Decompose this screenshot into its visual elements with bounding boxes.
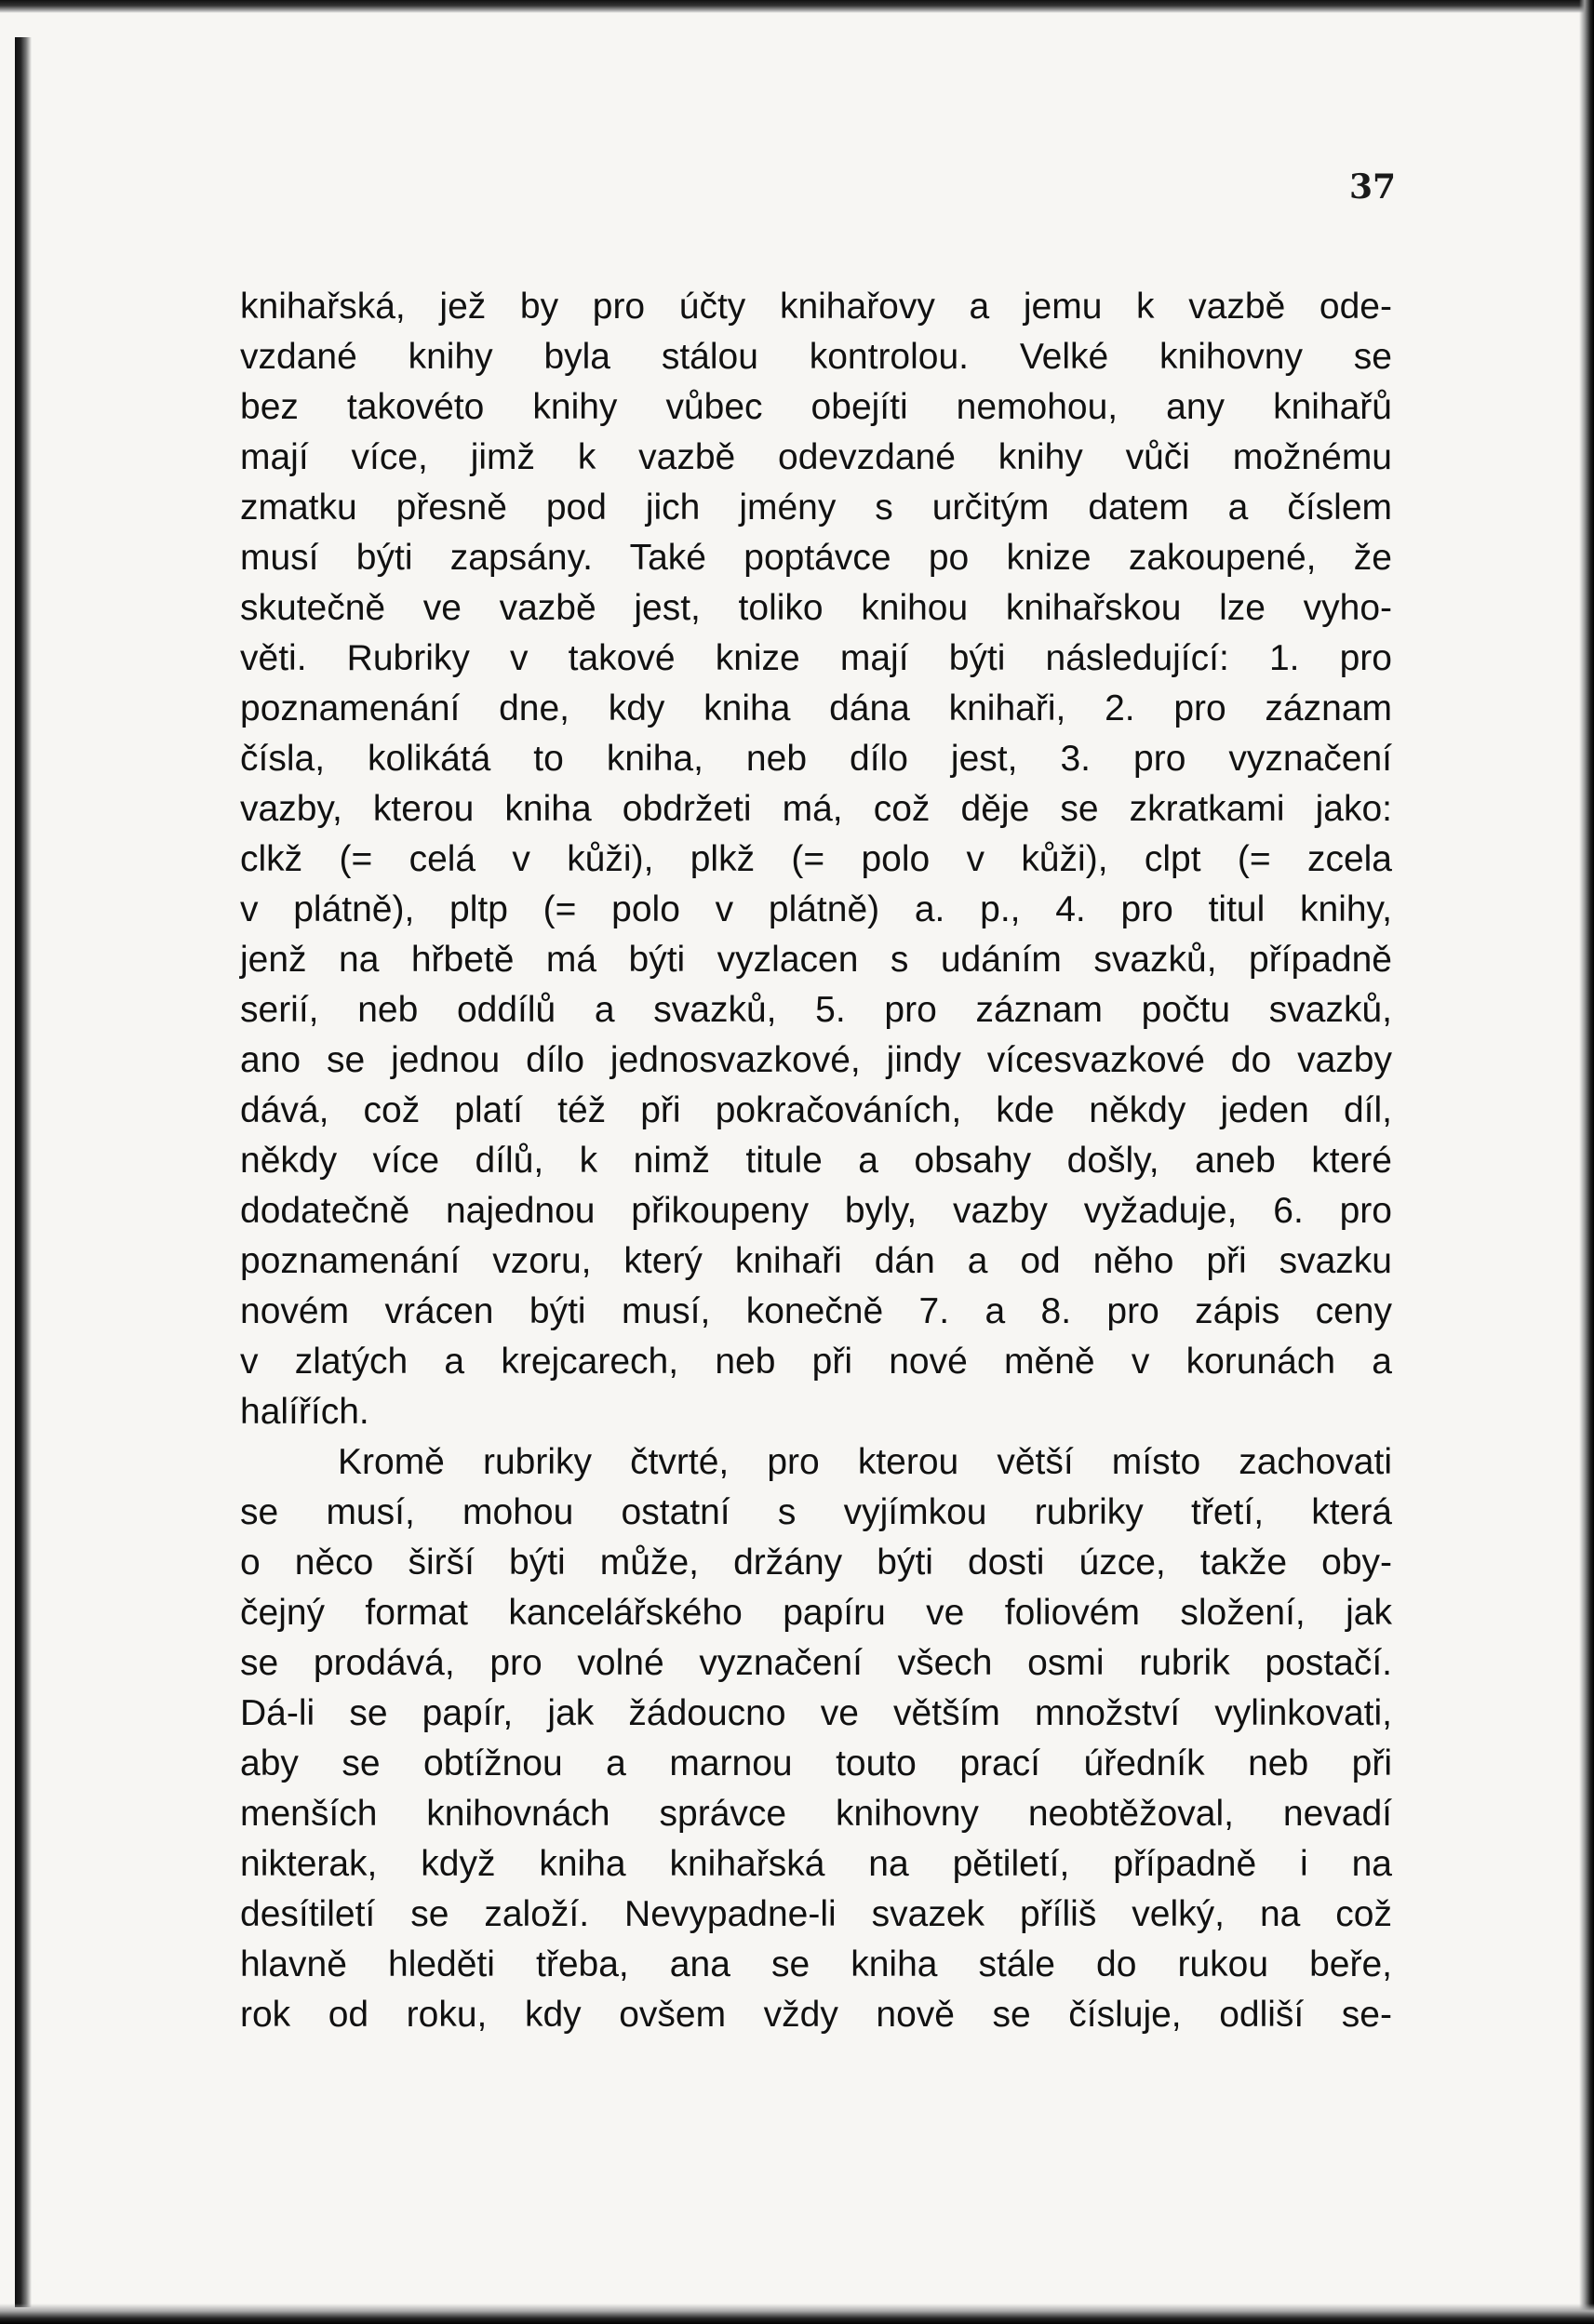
text-line: zmatku přesně pod jich jmény s určitým datem a číslem bbox=[240, 488, 1392, 528]
text-line: čejný format kancelářského papíru ve foliovém složení, jak bbox=[240, 1593, 1392, 1633]
page-number: 37 bbox=[1349, 167, 1397, 207]
text-line: serií, neb oddílů a svazků, 5. pro záznam počtu svazků, bbox=[240, 990, 1392, 1030]
text-line: musí býti zapsány. Také poptávce po knize zakoupené, že bbox=[240, 538, 1392, 578]
text-line: Dá-li se papír, jak žádoucno ve větším množství vylinkovati, bbox=[240, 1693, 1392, 1733]
text-line: vzdané knihy byla stálou kontrolou. Velké knihovny se bbox=[240, 337, 1392, 377]
text-line: aby se obtížnou a marnou touto prací úředník neb při bbox=[240, 1743, 1392, 1783]
text-line: někdy více dílů, k nimž titule a obsahy došly, aneb které bbox=[240, 1141, 1392, 1181]
text-line: jenž na hřbetě má býti vyzlacen s udáním svazků, případně bbox=[240, 940, 1392, 980]
paragraph-1 bbox=[240, 282, 1392, 1437]
text-line: v plátně), pltp (= polo v plátně) a. p., 4. pro titul knihy, bbox=[240, 889, 1392, 929]
text-line: čísla, kolikátá to kniha, neb dílo jest, 3. pro vyznačení bbox=[240, 739, 1392, 779]
text-line: nikterak, když kniha knihařská na pětiletí, případně i na bbox=[240, 1844, 1392, 1884]
text-line: rok od roku, kdy ovšem vždy nově se čísluje, odliší se- bbox=[240, 1995, 1392, 2035]
paragraph-2 bbox=[240, 1437, 1392, 2040]
text-line: desítiletí se založí. Nevypadne-li svazek příliš velký, na což bbox=[240, 1894, 1392, 1934]
text-line: bez takovéto knihy vůbec obejíti nemohou, any knihařů bbox=[240, 387, 1392, 427]
text-line: věti. Rubriky v takové knize mají býti následující: 1. pro bbox=[240, 638, 1392, 678]
text-line: o něco širší býti může, držány býti dosti úzce, takže oby- bbox=[240, 1543, 1392, 1583]
text-line: Kromě rubriky čtvrté, pro kterou větší místo zachovati bbox=[338, 1442, 1392, 1482]
text-line: poznamenání vzoru, který knihaři dán a od něho při svazku bbox=[240, 1241, 1392, 1281]
text-line: mají více, jimž k vazbě odevzdané knihy vůči možnému bbox=[240, 437, 1392, 477]
text-line: v zlatých a krejcarech, neb při nové měně v korunách a bbox=[240, 1342, 1392, 1382]
scan-top-shadow bbox=[0, 0, 1594, 13]
text-line: halířích. bbox=[240, 1392, 369, 1432]
text-line: dodatečně najednou přikoupeny byly, vazby vyžaduje, 6. pro bbox=[240, 1191, 1392, 1231]
text-line: novém vrácen býti musí, konečně 7. a 8. pro zápis ceny bbox=[240, 1291, 1392, 1331]
scan-left-edge bbox=[15, 37, 32, 2307]
text-line: poznamenání dne, kdy kniha dána knihaři, 2. pro záznam bbox=[240, 688, 1392, 728]
text-line: se musí, mohou ostatní s vyjímkou rubriky třetí, která bbox=[240, 1492, 1392, 1532]
body-text bbox=[240, 282, 1392, 2040]
scan-right-edge bbox=[1579, 0, 1594, 2324]
scan-bottom-edge bbox=[0, 2304, 1594, 2324]
text-line: ano se jednou dílo jednosvazkové, jindy vícesvazkové do vazby bbox=[240, 1040, 1392, 1080]
text-line: clkž (= celá v kůži), plkž (= polo v kůži), clpt (= zcela bbox=[240, 839, 1392, 879]
text-line: dává, což platí též při pokračováních, kde někdy jeden díl, bbox=[240, 1090, 1392, 1130]
text-line: skutečně ve vazbě jest, toliko knihou knihařskou lze vyho- bbox=[240, 588, 1392, 628]
text-line: hlavně hleděti třeba, ana se kniha stále do rukou beře, bbox=[240, 1944, 1392, 1984]
text-line: menších knihovnách správce knihovny neobtěžoval, nevadí bbox=[240, 1794, 1392, 1834]
text-line: se prodává, pro volné vyznačení všech osmi rubrik postačí. bbox=[240, 1643, 1392, 1683]
text-line: vazby, kterou kniha obdržeti má, což děje se zkratkami jako: bbox=[240, 789, 1392, 829]
text-line: knihařská, jež by pro účty knihařovy a jemu k vazbě ode- bbox=[240, 287, 1392, 327]
